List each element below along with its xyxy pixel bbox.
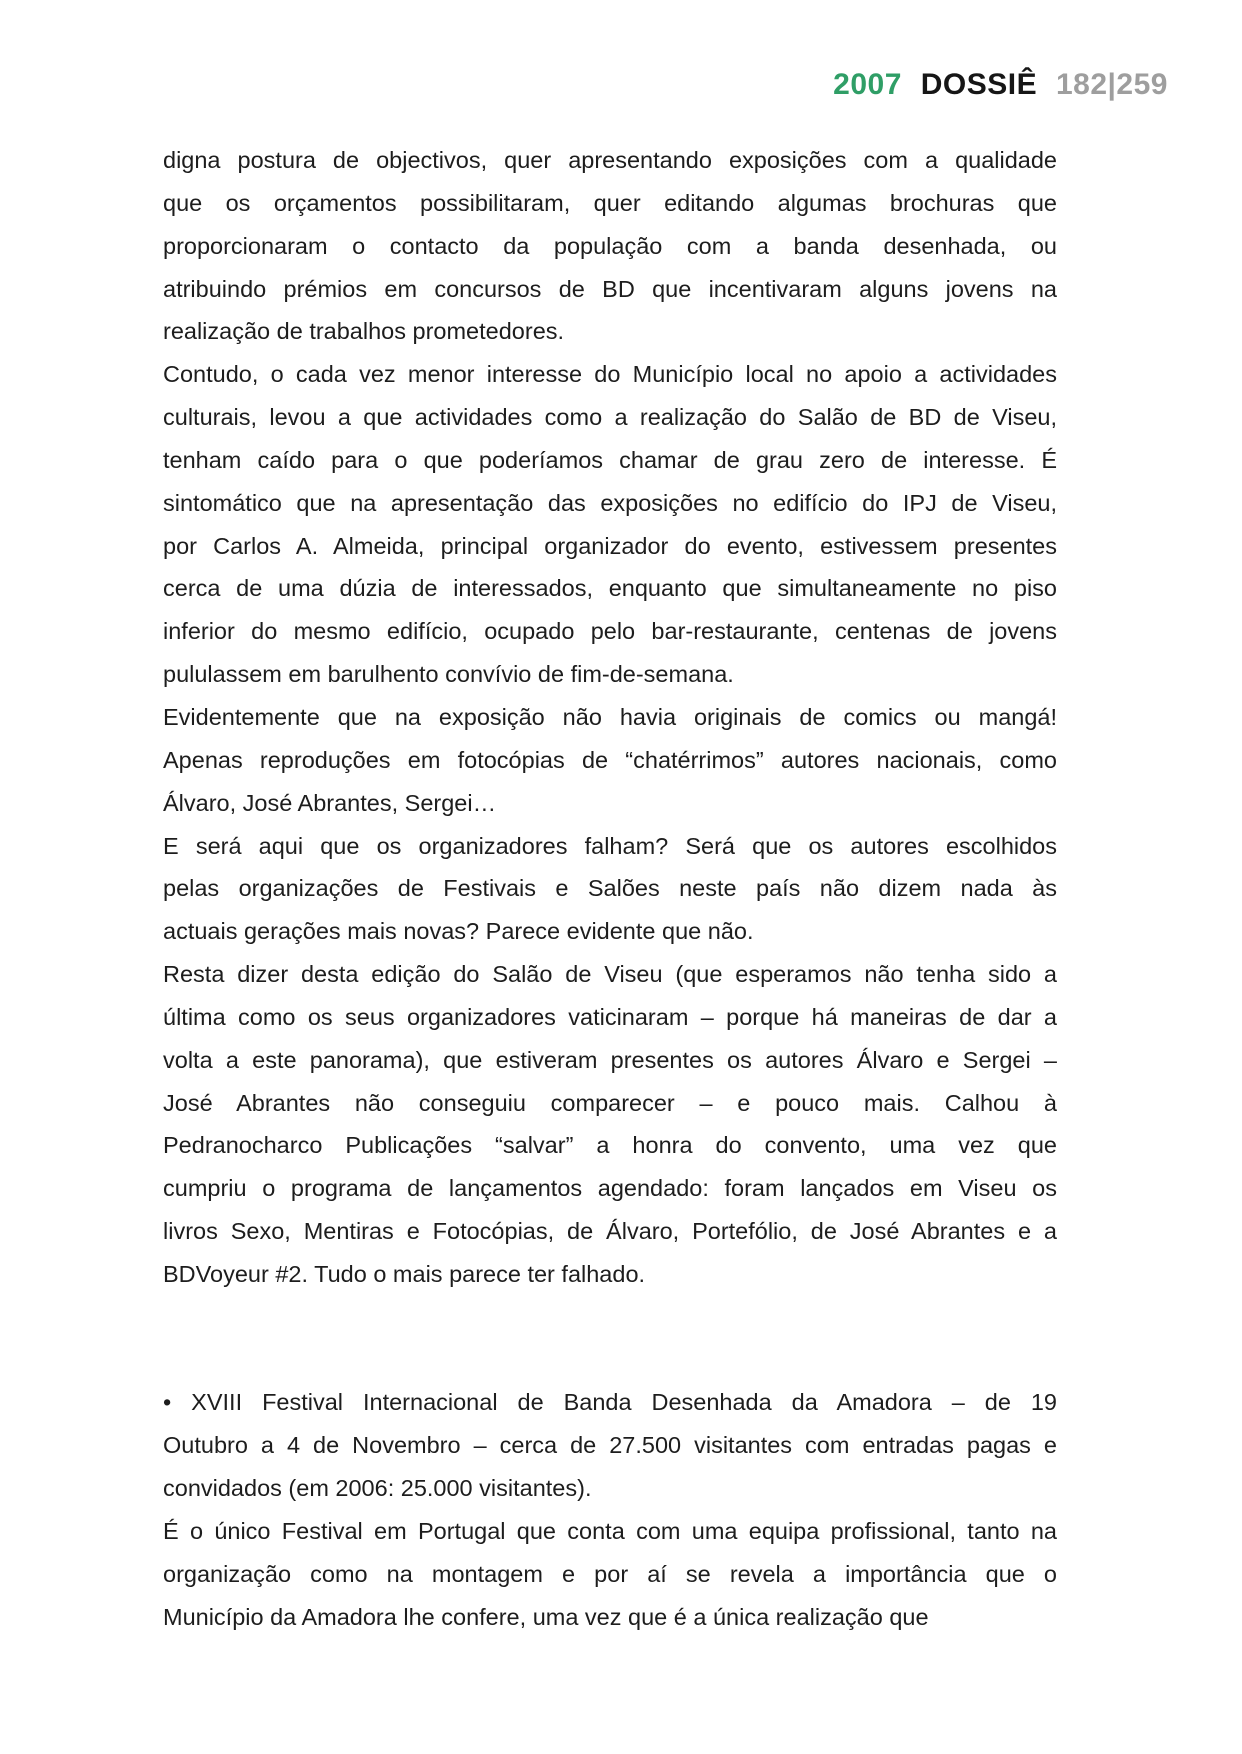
text-line: BDVoyeur #2. Tudo o mais parece ter falhado. [163,1260,646,1287]
text-line: E será aqui que os organizadores falham? Será que os autores escolhidos [163,832,1057,859]
text-line: realização de trabalhos prometedores. [163,318,565,345]
text-line: Apenas reproduções em fotocópias de “chatérrimos” autores nacionais, como [163,746,1057,773]
paragraph [163,696,1057,825]
text-line: pelas organizações de Festivais e Salões neste país não dizem nada às [163,875,1057,902]
paragraph [163,953,1057,1296]
text-line: actuais gerações mais novas? Parece evidente que não. [163,918,754,945]
text-line: atribuindo prémios em concursos de BD que incentivaram alguns jovens na [163,275,1057,302]
text-line: livros Sexo, Mentiras e Fotocópias, de Álvaro, Portefólio, de José Abrantes e a [163,1218,1057,1245]
header-page-numbers: 182|259 [1055,68,1168,101]
text-line: Pedranocharco Publicações “salvar” a honra do convento, uma vez que [163,1132,1057,1159]
text-line: cumpriu o programa de lançamentos agendado: foram lançados em Viseu os [163,1175,1057,1202]
paragraph [163,825,1057,954]
text-line: inferior do mesmo edifício, ocupado pelo bar-restaurante, centenas de jovens [163,618,1057,645]
text-line: Município da Amadora lhe confere, uma vez que é a única realização que [163,1603,929,1630]
text-line: José Abrantes não conseguiu comparecer – e pouco mais. Calhou à [163,1089,1057,1116]
text-line: última como os seus organizadores vaticinaram – porque há maneiras de dar a [163,1003,1057,1030]
text-line: volta a este panorama), que estiveram presentes os autores Álvaro e Sergei – [163,1046,1057,1073]
text-line: Contudo, o cada vez menor interesse do Município local no apoio a actividades [163,361,1057,388]
text-line: sintomático que na apresentação das exposições no edifício do IPJ de Viseu, [163,489,1057,516]
text-line: proporcionaram o contacto da população com a banda desenhada, ou [163,232,1057,259]
text-line: organização como na montagem e por aí se revela a importância que o [163,1560,1057,1587]
text-line: tenham caído para o que poderíamos chamar de grau zero de interesse. É [163,446,1057,473]
text-line: Álvaro, José Abrantes, Sergei… [163,789,497,816]
text-line: Evidentemente que na exposição não havia originais de comics ou mangá! [163,703,1057,730]
paragraph [163,1381,1057,1510]
text-line: cerca de uma dúzia de interessados, enquanto que simultaneamente no piso [163,575,1057,602]
text-line: • XVIII Festival Internacional de Banda Desenhada da Amadora – de 19 [163,1389,1057,1416]
header-section-title: DOSSIÊ [920,68,1038,101]
page-header [833,68,1168,102]
paragraph [163,353,1057,696]
document-body [163,139,1057,1639]
header-year: 2007 [833,68,902,101]
text-line: pululassem em barulhento convívio de fim-de-semana. [163,661,734,688]
text-line: culturais, levou a que actividades como a realização do Salão de BD de Viseu, [163,404,1057,431]
paragraph [163,139,1057,353]
text-line: digna postura de objectivos, quer apresentando exposições com a qualidade [163,147,1057,173]
text-line: convidados (em 2006: 25.000 visitantes). [163,1475,592,1502]
text-line: É o único Festival em Portugal que conta com uma equipa profissional, tanto na [163,1518,1057,1544]
text-line: Outubro a 4 de Novembro – cerca de 27.500 visitantes com entradas pagas e [163,1432,1057,1459]
paragraph [163,1510,1057,1639]
text-line: que os orçamentos possibilitaram, quer editando algumas brochuras que [163,189,1057,216]
text-line: por Carlos A. Almeida, principal organizador do evento, estivessem presentes [163,532,1057,559]
text-line: Resta dizer desta edição do Salão de Viseu (que esperamos não tenha sido a [163,961,1057,988]
